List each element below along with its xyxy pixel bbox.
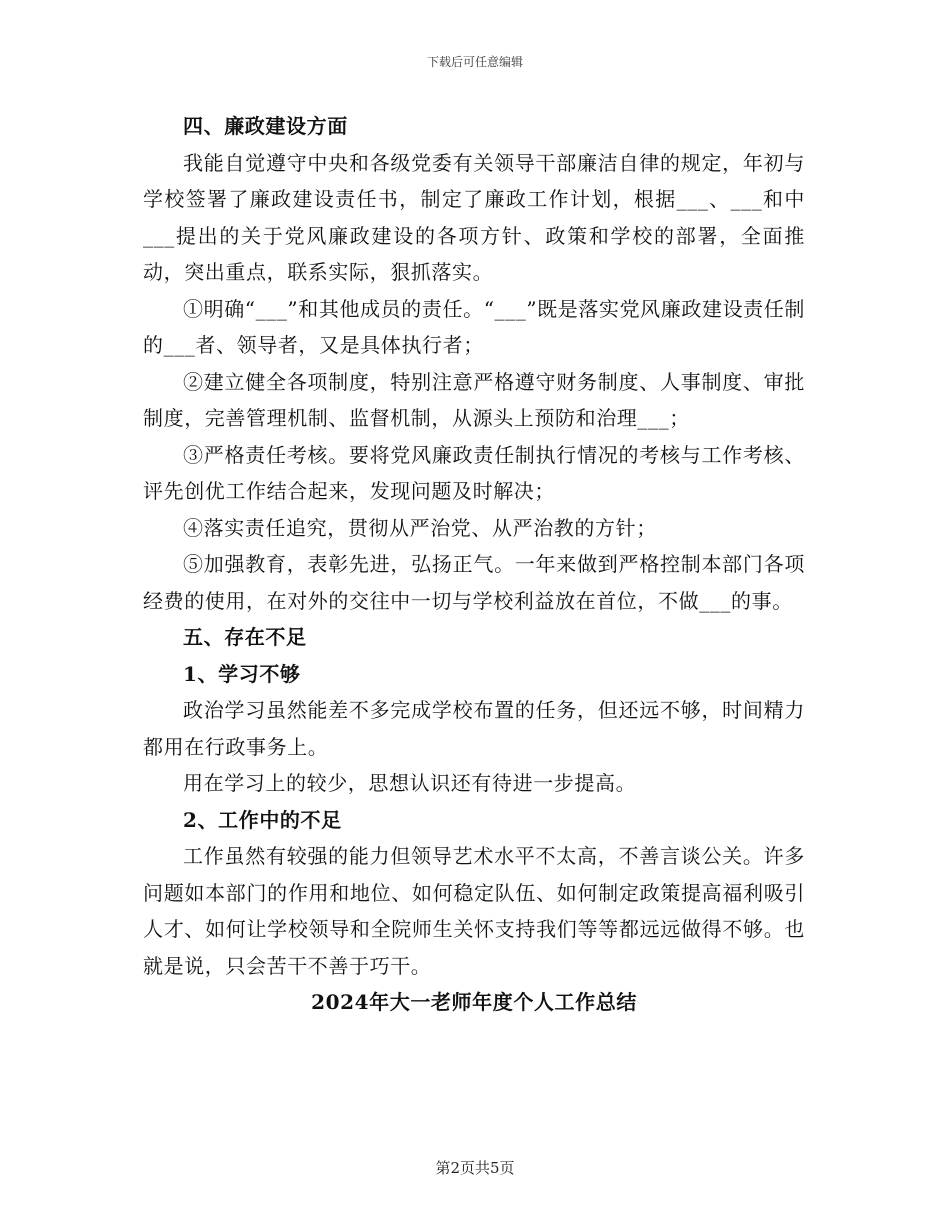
next-document-title: 2024年大一老师年度个人工作总结 bbox=[311, 990, 637, 1014]
list-item: ⑤加强教育，表彰先进，弘扬正气。一年来做到严格控制本部门各项经费的使用，在对外的交往中一切与学校利益放在首位，不做___的事。 bbox=[143, 552, 805, 613]
list-item: ③严格责任考核。要将党风廉政责任制执行情况的考核与工作考核、评先创优工作结合起来，发现问题及时解决； bbox=[143, 442, 805, 503]
page-number: 第2页共5页 bbox=[435, 1159, 515, 1177]
section-heading-shortcomings: 五、存在不足 bbox=[183, 625, 307, 649]
section-heading-integrity: 四、廉政建设方面 bbox=[183, 114, 348, 138]
list-item: ④落实责任追究，贯彻从严治党、从严治教的方针； bbox=[183, 515, 657, 540]
paragraph: 工作虽然有较强的能力但领导艺术水平不太高，不善言谈公关。许多问题如本部门的作用和地位、如何稳定队伍、如何制定政策提高福利吸引人才、如何让学校领导和全院师生关怀支持我们等等都远远做得不够。也就是说，只会苦干不善于巧干。 bbox=[143, 844, 805, 978]
document-body bbox=[143, 108, 805, 1021]
paragraph: 政治学习虽然能差不多完成学校布置的任务，但还远不够，时间精力都用在行政事务上。 bbox=[143, 698, 805, 759]
page-header: 下载后可任意编辑 bbox=[426, 55, 523, 69]
list-item: ①明确“___”和其他成员的责任。“___”既是落实党风廉政建设责任制的___者、领导者，又是具体执行者； bbox=[143, 296, 805, 357]
paragraph: 用在学习上的较少，思想认识还有待进一步提高。 bbox=[183, 771, 637, 795]
subheading-learning: 1、学习不够 bbox=[183, 661, 301, 686]
subheading-work: 2、工作中的不足 bbox=[183, 807, 342, 832]
list-item: ②建立健全各项制度，特别注意严格遵守财务制度、人事制度、审批制度，完善管理机制、监督机制，从源头上预防和治理___； bbox=[143, 369, 805, 430]
paragraph: 我能自觉遵守中央和各级党委有关领导干部廉洁自律的规定，年初与学校签署了廉政建设责任书，制定了廉政工作计划，根据___、___和中___提出的关于党风廉政建设的各项方针、政策和学校的部署，全面推动，突出重点，联系实际，狠抓落实。 bbox=[143, 150, 805, 284]
